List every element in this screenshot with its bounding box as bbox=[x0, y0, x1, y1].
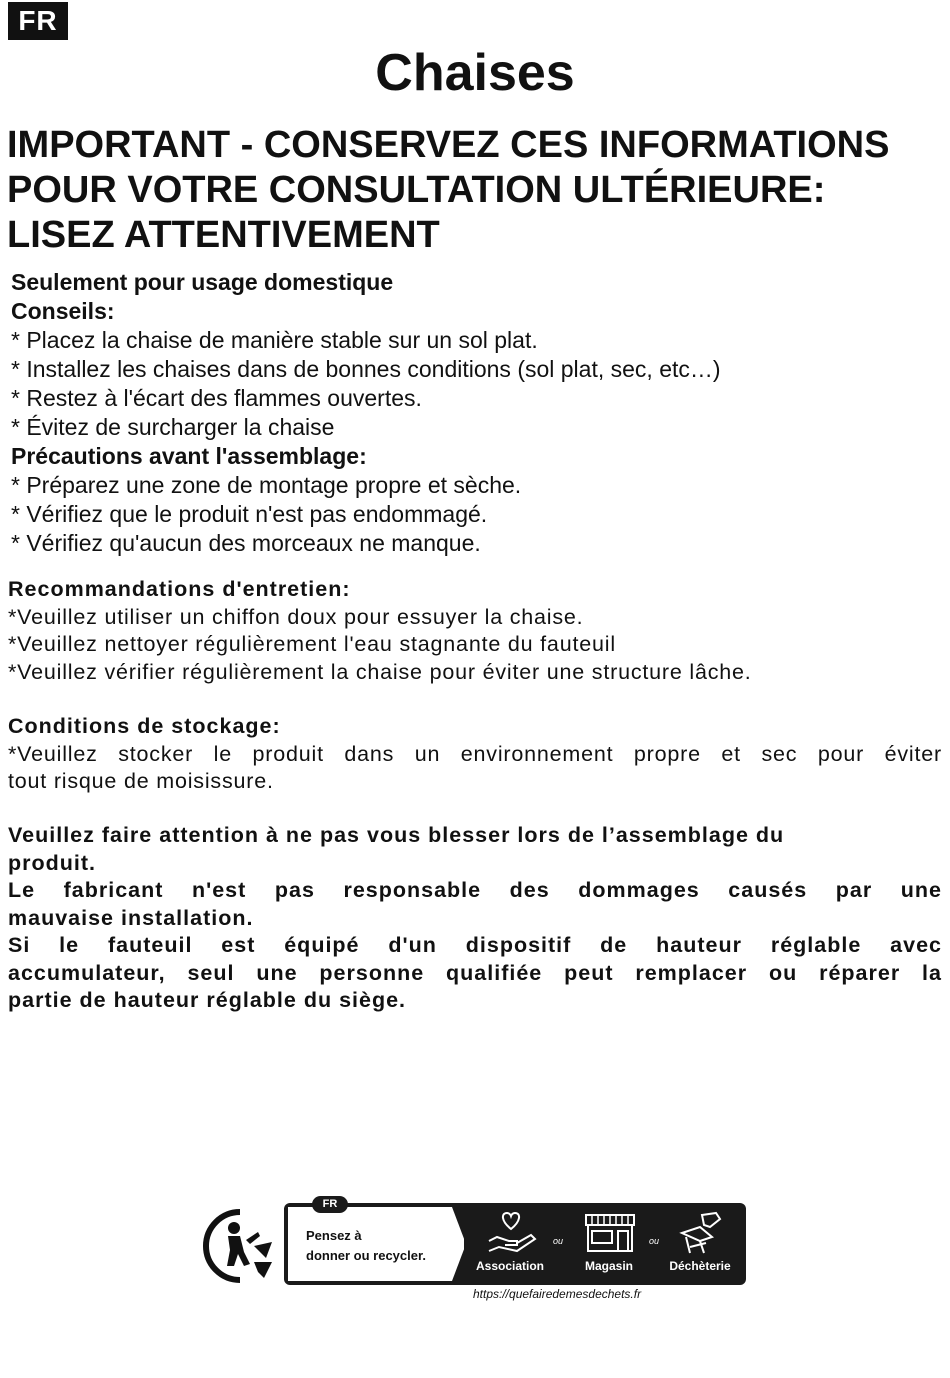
important-line: POUR VOTRE CONSULTATION ULTÉRIEURE: bbox=[7, 169, 826, 211]
conseils-item: * Restez à l'écart des flammes ouvertes. bbox=[11, 385, 422, 411]
entretien-item: *Veuillez utiliser un chiffon doux pour essuyer la chaise. bbox=[8, 604, 584, 629]
entretien-section bbox=[8, 576, 942, 686]
warning-text: accumulateur, seul une personne qualifiée peut remplacer ou réparer la bbox=[8, 960, 942, 985]
precautions-item: * Vérifiez que le produit n'est pas endommagé. bbox=[11, 501, 488, 527]
page-title: Chaises bbox=[375, 44, 575, 102]
option-association: Association bbox=[475, 1259, 544, 1273]
stockage-heading: Conditions de stockage: bbox=[8, 714, 281, 738]
ou-separator: ou bbox=[553, 1236, 564, 1246]
warning-text: mauvaise installation. bbox=[8, 905, 254, 930]
recycle-message-line: donner ou recycler. bbox=[306, 1248, 426, 1263]
precautions-item: * Préparez une zone de montage propre et sèche. bbox=[11, 472, 522, 498]
warning-text: Si le fauteuil est équipé d'un dispositif de hauteur réglable avec bbox=[8, 933, 942, 957]
option-decheterie: Déchèterie bbox=[669, 1259, 731, 1273]
recycle-message-line: Pensez à bbox=[306, 1228, 362, 1243]
stockage-section bbox=[8, 713, 942, 796]
entretien-heading: Recommandations d'entretien: bbox=[8, 577, 351, 601]
warning-text: Le fabricant n'est pas responsable des dommages causés par une bbox=[8, 878, 942, 902]
entretien-item: *Veuillez nettoyer régulièrement l'eau stagnante du fauteuil bbox=[8, 632, 616, 656]
warnings-section bbox=[8, 822, 942, 1015]
triman-recycle-icon bbox=[200, 1206, 280, 1286]
important-line: IMPORTANT - CONSERVEZ CES INFORMATIONS bbox=[7, 124, 890, 166]
hand-heart-icon bbox=[487, 1211, 539, 1255]
recycle-fr-badge: FR bbox=[312, 1196, 348, 1213]
precautions-item: * Vérifiez qu'aucun des morceaux ne manque. bbox=[11, 530, 481, 556]
conseils-item: * Évitez de surcharger la chaise bbox=[11, 414, 335, 440]
warning-text: produit. bbox=[8, 850, 97, 875]
entretien-item: *Veuillez vérifier régulièrement la chaise pour éviter une structure lâche. bbox=[8, 659, 752, 684]
shop-icon bbox=[582, 1211, 638, 1255]
stockage-text: tout risque de moisissure. bbox=[8, 769, 274, 793]
precautions-heading: Précautions avant l'assemblage: bbox=[11, 443, 367, 469]
warning-text: Veuillez faire attention à ne pas vous blesser lors de l’assemblage du bbox=[8, 823, 785, 847]
important-line: LISEZ ATTENTIVEMENT bbox=[7, 214, 440, 256]
option-magasin: Magasin bbox=[584, 1259, 633, 1273]
conseils-item: * Placez la chaise de manière stable sur un sol plat. bbox=[11, 327, 538, 353]
usage-advice-block bbox=[11, 268, 941, 558]
warning-text: partie de hauteur réglable du siège. bbox=[8, 988, 407, 1012]
language-badge: FR bbox=[8, 2, 68, 40]
conseils-heading: Conseils: bbox=[11, 298, 115, 324]
usage-heading: Seulement pour usage domestique bbox=[11, 269, 394, 295]
stockage-text: *Veuillez stocker le produit dans un environnement propre et sec pour éviter bbox=[8, 741, 942, 766]
ou-separator: ou bbox=[649, 1236, 660, 1246]
waste-drop-icon bbox=[676, 1211, 724, 1255]
recycle-url: https://quefairedemesdechets.fr bbox=[473, 1287, 642, 1301]
important-notice bbox=[7, 123, 947, 258]
conseils-item: * Installez les chaises dans de bonnes conditions (sol plat, sec, etc…) bbox=[11, 356, 721, 382]
recycle-message bbox=[306, 1226, 466, 1266]
